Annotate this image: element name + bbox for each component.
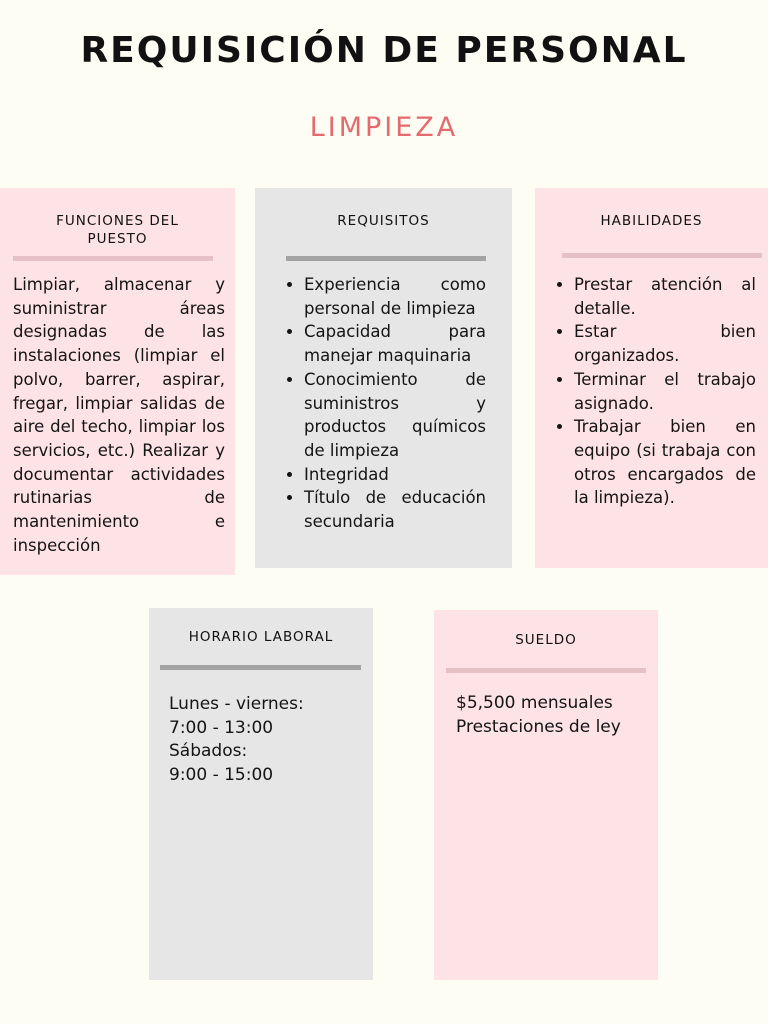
list-item: • Título de educación secundaria [304,486,486,533]
requisitos-list [284,273,486,534]
sueldo-heading: SUELDO [515,632,577,648]
horario-line: Sábados: [169,741,248,761]
requisitos-card [255,188,512,568]
horario-divider [160,665,361,670]
horario-text [169,693,304,787]
requisitos-divider [286,256,486,261]
horario-heading: HORARIO LABORAL [188,629,334,645]
horario-card [149,608,373,980]
list-item: • Trabajar bien en equipo (si trabaja con otros encargados de la limpieza). [574,415,756,510]
sueldo-line: $5,500 mensuales [456,693,613,713]
funciones-heading: FUNCIONES DEL PUESTO [56,213,179,247]
sueldo-card [434,610,658,980]
list-item: • Estar bien organizados. [574,320,756,367]
habilidades-divider [562,253,762,258]
horario-line: Lunes - viernes: [169,694,304,714]
habilidades-heading: HABILIDADES [600,213,703,229]
funciones-divider [13,256,213,261]
page-title: REQUISICIÓN DE PERSONAL [80,30,688,71]
habilidades-card [535,188,768,568]
list-item: • Prestar atención al detalle. [574,273,756,320]
list-item: • Integridad [304,463,486,487]
page-subtitle: LIMPIEZA [309,112,459,143]
horario-line: 9:00 - 15:00 [169,764,274,785]
habilidades-list [554,273,756,510]
requisitos-heading: REQUISITOS [337,213,430,229]
list-item: • Experiencia como personal de limpieza [304,273,486,320]
list-item: • Conocimiento de suministros y productos químicos de limpieza [304,368,486,463]
sueldo-text [456,692,621,739]
funciones-card [0,188,235,575]
horario-line: 7:00 - 13:00 [169,717,274,738]
funciones-text: Limpiar, almacenar y suministrar áreas designadas de las instalaciones (limpiar el polvo, barrer, aspirar, fregar, limpiar salidas de aire del techo, limpiar los servicios, etc.) Realizar y documentar actividades rutinarias de mantenimiento e inspección [13,275,225,555]
list-item: • Capacidad para manejar maquinaria [304,320,486,367]
sueldo-line: Prestaciones de ley [456,716,621,737]
sueldo-divider [446,668,646,673]
list-item: • Terminar el trabajo asignado. [574,368,756,415]
